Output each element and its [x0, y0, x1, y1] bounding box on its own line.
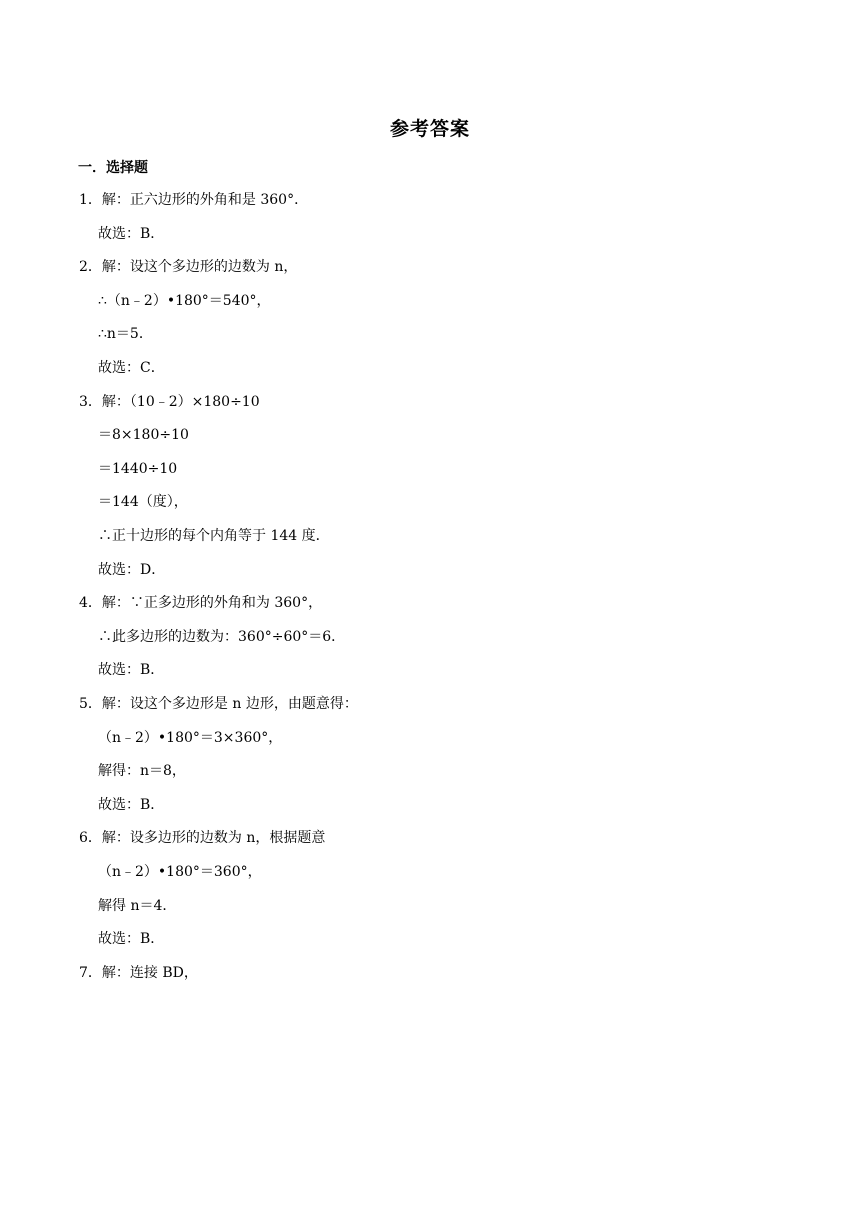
answer-detail-line: （n﹣2）•180°＝360°， [98, 864, 262, 880]
answer-item-line: 7．解：连接 BD， [79, 965, 198, 981]
answer-detail-line: 故选：B． [98, 662, 165, 678]
section-heading: 一．选择题 [78, 160, 148, 176]
answer-detail-line: 故选：D． [98, 562, 166, 578]
answer-detail-line: 故选：B． [98, 797, 165, 813]
answer-item-line: 2．解：设这个多边形的边数为 n， [79, 259, 298, 275]
answer-detail-line: 故选：C． [98, 360, 165, 376]
answer-detail-line: 故选：B． [98, 226, 165, 242]
answer-detail-line: ∴此多边形的边数为：360°÷60°＝6． [98, 629, 346, 645]
answer-detail-line: 解得：n＝8， [98, 763, 186, 779]
answer-detail-line: 解得 n＝4． [98, 898, 177, 914]
answer-detail-line: ∴正十边形的每个内角等于 144 度． [98, 528, 330, 544]
answer-detail-line: ∴n＝5． [98, 326, 153, 342]
answer-detail-line: ＝1440÷10 [98, 461, 178, 477]
answer-item-line: 4．解：∵正多边形的外角和为 360°， [79, 595, 323, 611]
answer-item-line: 5．解：设这个多边形是 n 边形，由题意得： [79, 696, 358, 712]
answer-detail-line: ＝8×180÷10 [98, 427, 189, 443]
answer-detail-line: 故选：B． [98, 931, 165, 947]
answer-item-line: 6．解：设多边形的边数为 n，根据题意 [79, 830, 326, 846]
answer-item-line: 3．解：（10﹣2）×180÷10 [79, 394, 260, 410]
answer-item-line: 1．解：正六边形的外角和是 360°． [79, 192, 309, 208]
answer-detail-line: （n﹣2）•180°＝3×360°， [98, 730, 283, 746]
answer-detail-line: ＝144（度）， [98, 494, 188, 510]
page-title: 参考答案 [389, 118, 470, 140]
answer-detail-line: ∴（n﹣2）•180°＝540°， [98, 293, 271, 309]
